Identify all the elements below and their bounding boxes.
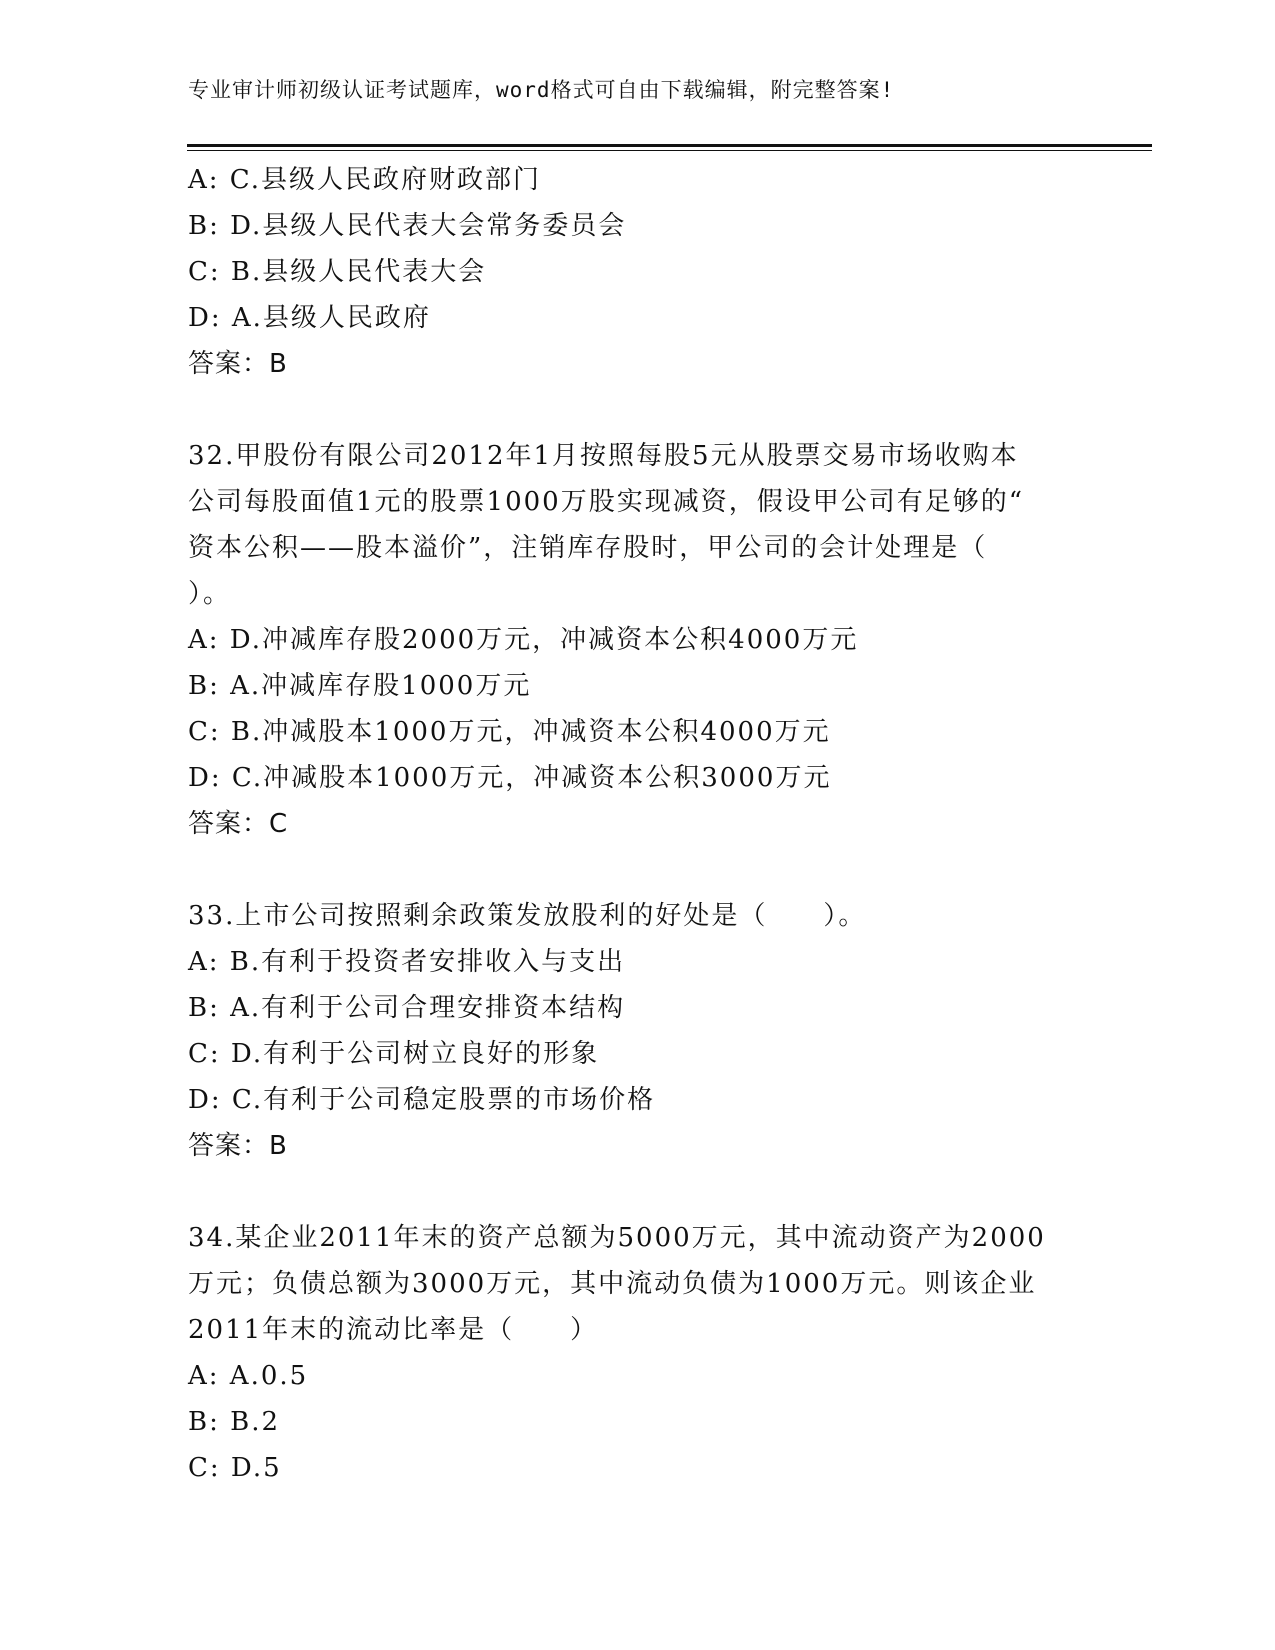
- option-a: A: A.0.5: [188, 1361, 309, 1391]
- page-header: 专业审计师初级认证考试题库，word格式可自由下载编辑，附完整答案!: [188, 78, 895, 102]
- answer-line: 答案：C: [188, 809, 289, 839]
- option-c: C: D.5: [188, 1453, 282, 1483]
- spacer: [188, 1169, 1068, 1215]
- option-b: B: D.县级人民代表大会常务委员会: [188, 211, 627, 241]
- option-c: C: D.有利于公司树立良好的形象: [188, 1039, 600, 1069]
- option-b: B: A.冲减库存股1000万元: [188, 671, 532, 701]
- option-b: B: B.2: [188, 1407, 281, 1437]
- question-stem-line: ）。: [188, 579, 232, 609]
- answer-line: 答案：B: [188, 349, 288, 379]
- answer-line: 答案：B: [188, 1131, 288, 1161]
- spacer: [188, 387, 1068, 433]
- option-a: A: C.县级人民政府财政部门: [188, 165, 542, 195]
- question-stem-line: 32.甲股份有限公司2012年1月按照每股5元从股票交易市场收购本: [188, 441, 1019, 471]
- question-stem-line: 资本公积——股本溢价”，注销库存股时，甲公司的会计处理是（: [188, 533, 988, 563]
- question-stem-line: 万元；负债总额为3000万元，其中流动负债为1000万元。则该企业: [188, 1269, 1037, 1299]
- option-d: D: C.有利于公司稳定股票的市场价格: [188, 1085, 656, 1115]
- question-stem-line: 33.上市公司按照剩余政策发放股利的好处是（ ）。: [188, 901, 867, 931]
- option-c: C: B.冲减股本1000万元，冲减资本公积4000万元: [188, 717, 831, 747]
- spacer: [188, 847, 1068, 893]
- header-rule-thin: [187, 150, 1152, 151]
- document-body: [188, 157, 1068, 1491]
- option-b: B: A.有利于公司合理安排资本结构: [188, 993, 626, 1023]
- question-stem-line: 2011年末的流动比率是（ ）: [188, 1315, 599, 1345]
- option-c: C: B.县级人民代表大会: [188, 257, 487, 287]
- option-d: D: C.冲减股本1000万元，冲减资本公积3000万元: [188, 763, 832, 793]
- question-stem-line: 公司每股面值1元的股票1000万股实现减资，假设甲公司有足够的“: [188, 487, 1025, 517]
- question-32-block: [188, 433, 1068, 847]
- question-31-block: [188, 157, 1068, 387]
- question-stem-line: 34.某企业2011年末的资产总额为5000万元，其中流动资产为2000: [188, 1223, 1046, 1253]
- question-34-block: [188, 1215, 1068, 1491]
- question-33-block: [188, 893, 1068, 1169]
- header-rule-thick: [187, 144, 1152, 147]
- option-a: A: D.冲减库存股2000万元，冲减资本公积4000万元: [188, 625, 859, 655]
- option-a: A: B.有利于投资者安排收入与支出: [188, 947, 626, 977]
- option-d: D: A.县级人民政府: [188, 303, 431, 333]
